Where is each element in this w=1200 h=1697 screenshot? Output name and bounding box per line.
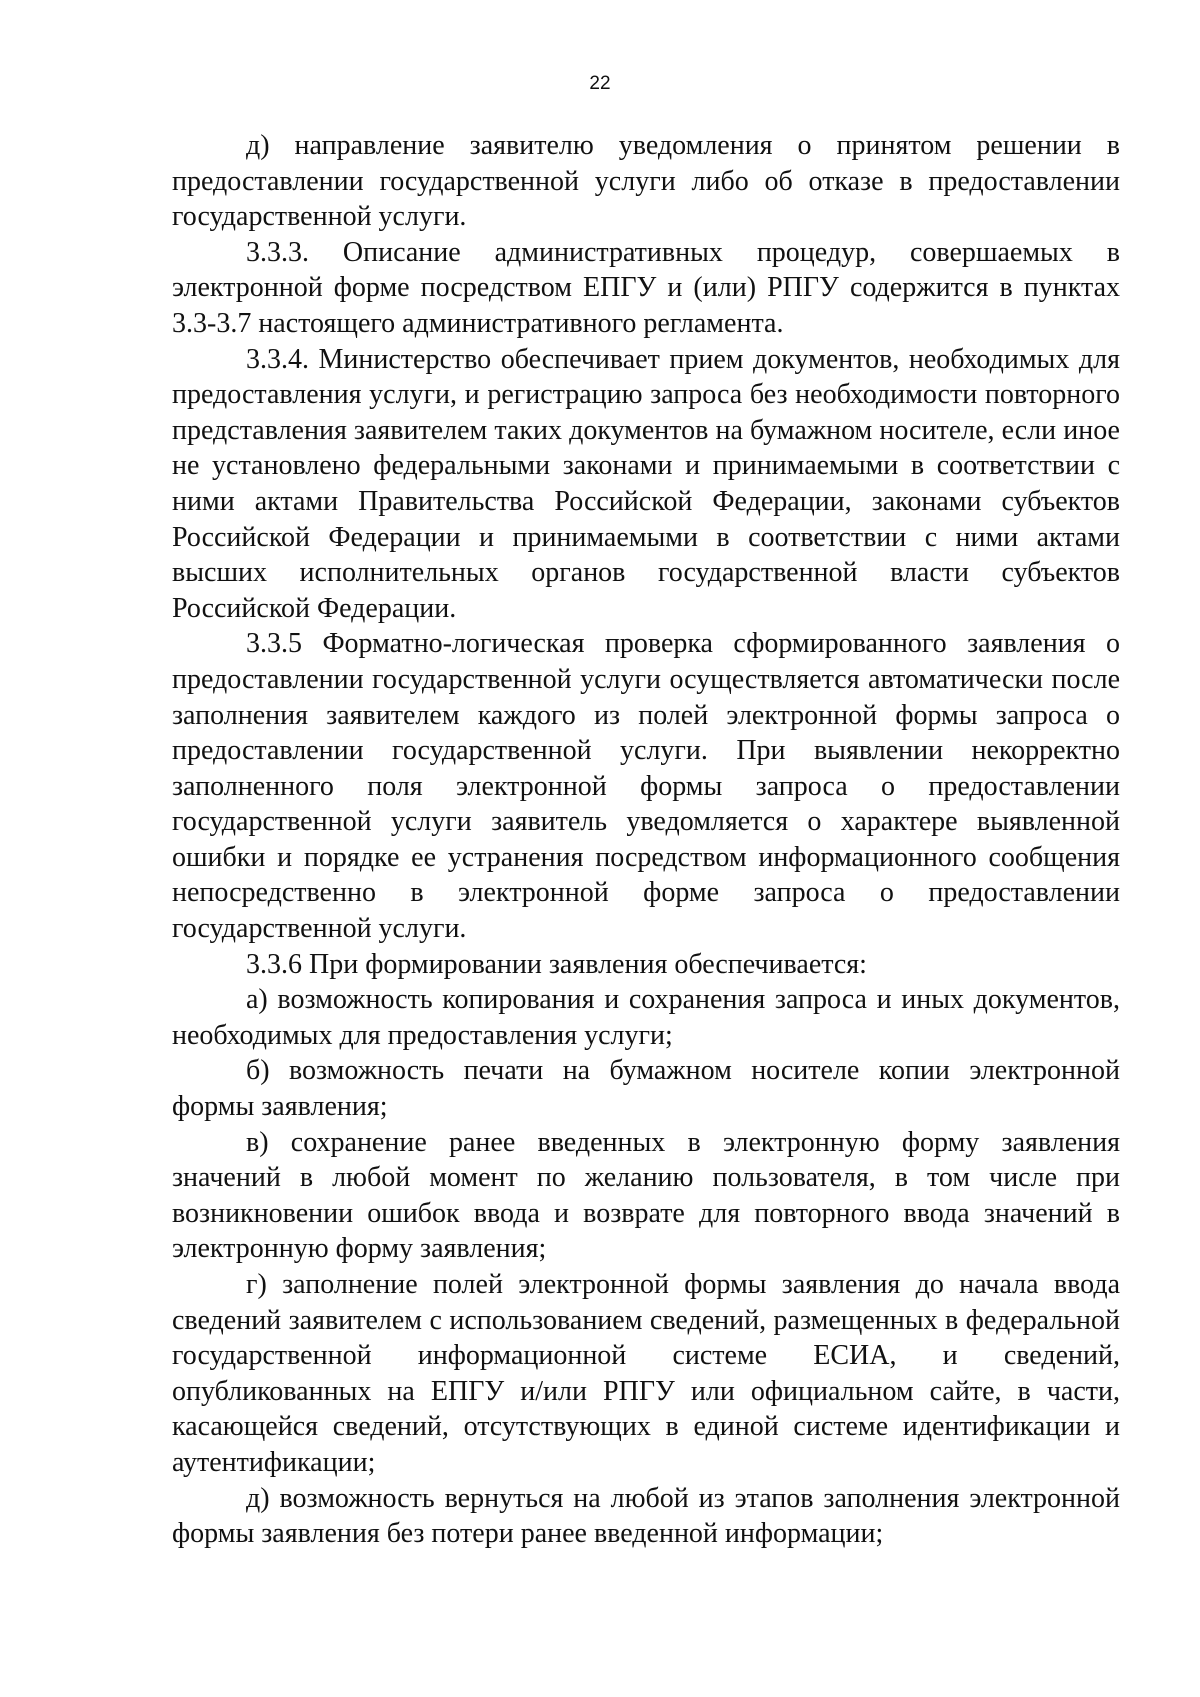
list-item-b: б) возможность печати на бумажном носителе копии электронной формы заявления; — [172, 1055, 1120, 1123]
list-item-d: д) возможность вернуться на любой из этапов заполнения электронной формы заявления без потери ранее введенной информации; — [172, 1482, 1120, 1550]
paragraph-3-3-5: 3.3.5 Форматно-логическая проверка сформированного заявления о предоставлении государственной услуги осуществляется автоматически после заполнения заявителем каждого из полей электронной формы запроса о предоставлении государственной услуги. При выявлении некорректно заполненного поля электронной формы запроса о предоставлении государственной услуги заявитель уведомляется о характере выявленной ошибки и порядке ее устранения посредством информационного сообщения непосредственно в электронной форме запроса о предоставлении государственной услуги. — [172, 628, 1120, 945]
list-item-a: а) возможность копирования и сохранения запроса и иных документов, необходимых для предоставления услуги; — [172, 984, 1120, 1051]
paragraph-3-3-4: 3.3.4. Министерство обеспечивает прием документов, необходимых для предоставления услуги, и регистрацию запроса без необходимости повторного представления заявителем таких документов на бумажном носителе, если иное не установлено федеральными законами и принимаемыми в соответствии с ними актами Правительства Российской Федерации, законами субъектов Российской Федерации и принимаемыми в соответствии с ними актами высших исполнительных органов государственной власти субъектов Российской Федерации. — [172, 343, 1120, 624]
paragraph-3-3-3: 3.3.3. Описание административных процедур, совершаемых в электронной форме посредством ЕПГУ и (или) РПГУ содержится в пунктах 3.3-3.7 настоящего административного регламента. — [172, 236, 1120, 339]
paragraph-notification: д) направление заявителю уведомления о принятом решении в предоставлении государственной услуги либо об отказе в предоставлении государственной услуги. — [172, 130, 1120, 233]
page-number: 22 — [589, 73, 611, 94]
page-body — [172, 128, 1120, 1552]
paragraph-3-3-6: 3.3.6 При формировании заявления обеспечивается: — [246, 948, 867, 980]
list-item-g: г) заполнение полей электронной формы заявления до начала ввода сведений заявителем с использованием сведений, размещенных в федеральной государственной информационной системе ЕСИА, и сведений, опубликованных на ЕПГУ и/или РПГУ или официальном сайте, в части, касающейся сведений, отсутствующих в единой системе идентификации и аутентификации; — [172, 1269, 1120, 1478]
list-item-v: в) сохранение ранее введенных в электронную форму заявления значений в любой момент по желанию пользователя, в том числе при возникновении ошибок ввода и возврате для повторного ввода значений в электронную форму заявления; — [172, 1126, 1120, 1265]
